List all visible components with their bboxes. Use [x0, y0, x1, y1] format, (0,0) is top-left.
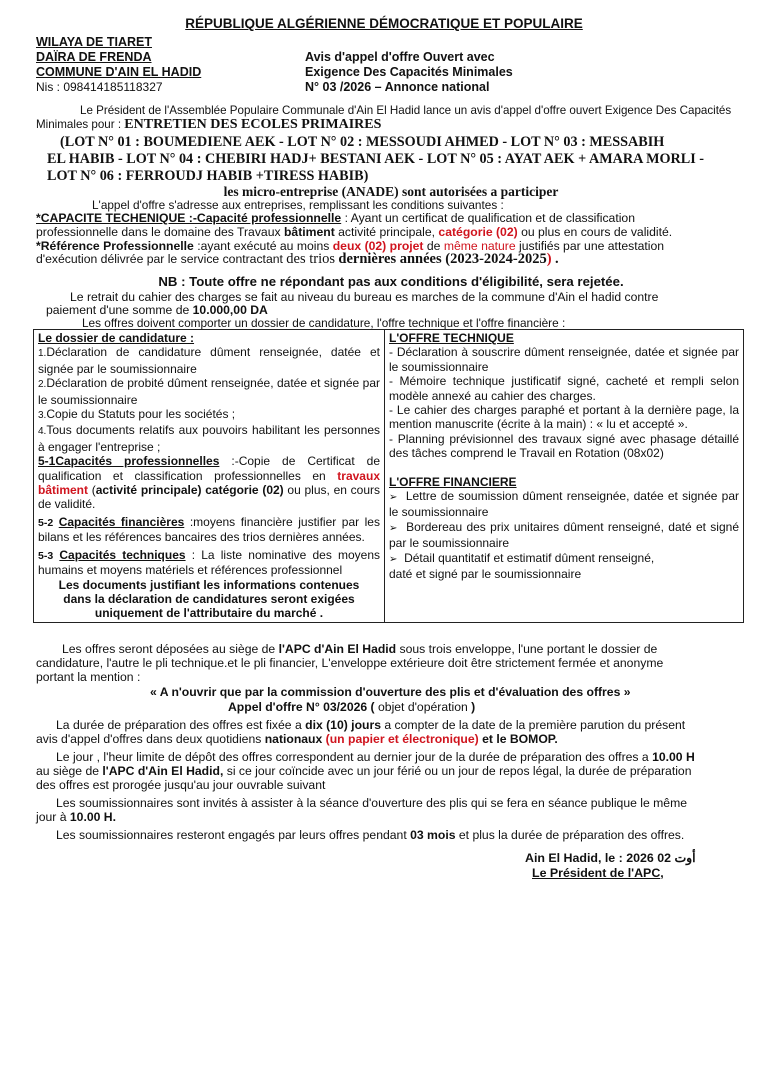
depot-mention: « A n'ouvrir que par la commission d'ouverture des plis et d'évaluation des offres » — [150, 685, 631, 699]
dossier-item-2 — [38, 376, 380, 407]
republic-title: RÉPUBLIQUE ALGÉRIENNE DÉMOCRATIQUE ET POPULAIRE — [185, 16, 583, 31]
retrait-text: paiement d'une somme de — [46, 303, 190, 317]
reference-label: *Référence Professionnelle — [36, 239, 194, 253]
retrait-line3: Les offres doivent comporter un dossier de candidature, l'offre technique et l'offre financière : — [82, 316, 566, 330]
depot-apc: l'APC d'Ain El Hadid — [278, 642, 397, 656]
commune-label: COMMUNE D'AIN EL HADID — [36, 65, 202, 79]
seance-text: jour à — [36, 810, 67, 824]
president-label: Le Président de l'APC — [532, 866, 661, 880]
dossier-item-3 — [38, 407, 380, 423]
intro-line1: Le Président de l'Assemblée Populaire Communale d'Ain El Hadid lance un avis d'appel d'offre ouvert Exigence Des Capacités — [80, 104, 732, 117]
c51-paren: ( — [91, 483, 96, 498]
documents-note: Les documents justifiant les informations contenues dans la déclaration de candidatures seront exigées uniquement de l'attributaire du marché . — [58, 577, 360, 621]
dossier-item-4 — [38, 423, 380, 454]
wilaya-label: WILAYA DE TIARET — [36, 35, 152, 49]
item-text: Copie du Statuts pour les sociétés ; — [46, 407, 236, 422]
lots-line1: (LOT N° 01 : BOUMEDIENE AEK - LOT N° 02 : MESSOUDI AHMED - LOT N° 03 : MESSABIH — [60, 134, 665, 150]
retrait-amount: 10.000,00 DA — [192, 303, 268, 317]
reference-deux-projet: deux (02) projet — [332, 239, 424, 253]
avis-line3: N° 03 /2026 – Annonce national — [305, 80, 490, 94]
reference-text-c: de — [426, 239, 441, 253]
depot-line2: candidature, l'autre le pli technique.et le pli financier, L'enveloppe extérieure doit être strictement fermée et anonyme — [36, 656, 664, 670]
lots-line2: EL HABIB - LOT N° 04 : CHEBIRI HADJ+ BESTANI AEK - LOT N° 05 : AYAT AEK + AMARA MORLI - — [47, 151, 705, 167]
capacite-line2 — [36, 225, 746, 240]
daira-label: DAÏRA DE FRENDA — [36, 50, 152, 64]
item-number: 2. — [38, 379, 47, 391]
avis-line1: Avis d'appel d'offre Ouvert avec — [305, 50, 495, 64]
reference-line2a: d'exécution délivrée par le service contractant — [36, 252, 283, 266]
arrow-icon: ➢ — [389, 492, 398, 504]
offre-technique-heading: L'OFFRE TECHNIQUE — [389, 331, 514, 345]
c51-text: :-Copie de Certificat de qualification et classification professionnelles en — [38, 454, 380, 483]
signature-place: Ain El Hadid — [525, 851, 598, 865]
offres-cell — [385, 330, 744, 623]
c53-label: Capacités techniques — [59, 547, 186, 562]
reference-years: dernières années (2023-2024-2025 — [338, 251, 547, 267]
reference-line2 — [36, 252, 746, 267]
tech-item-3: - Le cahier des charges paraphé et portant à la dernière page, la mention manuscrite (écrite à la main) : « lu et accepté ». — [389, 403, 739, 432]
item-number: 1. — [38, 348, 47, 360]
arrow-icon: ➢ — [389, 522, 398, 534]
project-name: ENTRETIEN DES ECOLES PRIMAIRES — [124, 117, 382, 132]
duree-line1 — [36, 718, 746, 733]
duree-text-a: La durée de préparation des offres est fixée a — [56, 718, 302, 732]
fin-text-3b: daté et signé par le soumissionnaire — [389, 567, 582, 582]
signature-president — [532, 866, 664, 881]
c51-activite: activité principale) catégorie (02) — [95, 483, 284, 498]
item-text: Déclaration de probité dûment renseignée, datée et signée par le soumissionnaire — [38, 376, 380, 407]
capacite-text2c: activité principale, — [338, 225, 436, 239]
duree-bomop: et le BOMOP. — [482, 732, 558, 746]
reference-meme-nature: même nature — [443, 239, 516, 253]
c53-text: : La liste nominative des moyens humains et moyens matériels et références professionnel — [38, 547, 380, 578]
c52-text: :moyens financière justifier par les bilans et les références bancaires des trios dernières années. — [38, 514, 380, 545]
fin-item-3 — [389, 551, 739, 567]
depot-text-a: Les offres seront déposées au siège de — [62, 642, 276, 656]
fin-text-1: Lettre de soumission dûment renseignée, datée et signée par le soumissionnaire — [389, 489, 739, 520]
item-number: 4. — [38, 426, 47, 438]
capacite-label: *CAPACITE TECHENIQUE :-Capacité professionnelle — [36, 211, 342, 225]
c51-travaux: travaux bâtiment — [38, 468, 380, 498]
capacite-text1: : Ayant un certificat de qualification et de classification — [344, 211, 635, 225]
capacites-professionnelles — [38, 454, 380, 512]
appel-offre-ref — [228, 700, 728, 715]
depot-line3: portant la mention : — [36, 670, 141, 684]
nis-label: Nis : 098414185118327 — [36, 80, 163, 94]
engages-text-a: Les soumissionnaires resteront engagés par leurs offres pendant — [56, 828, 407, 842]
duree-line2 — [36, 732, 746, 747]
c51-validite: ou plus, en cours de validité. — [38, 483, 380, 512]
jour-text-2a: au siège de — [36, 764, 100, 778]
duree-text-2a: avis d'appel d'offres dans deux quotidiens — [36, 732, 262, 746]
reference-text-e: justifiés par une attestation — [519, 239, 665, 253]
jour-heure: 10.00 H — [652, 750, 695, 764]
tech-item-2: - Mémoire technique justificatif signé, cacheté et rempli selon modèle annexé au cahier des charges. — [389, 374, 739, 403]
dossier-candidature-cell — [34, 330, 385, 623]
item-text: Tous documents relatifs aux pouvoirs habilitant les personnes à engager l'entreprise ; — [38, 423, 380, 454]
depot-text-c: sous trois enveloppe, l'une portant le dossier de — [399, 642, 658, 656]
duree-dix-jours: dix (10) jours — [305, 718, 381, 732]
seance-line1: Les soumissionnaires sont invités à assister à la séance d'ouverture des plis qui se fera en séance publique le même — [56, 796, 688, 810]
intro-prefix: Minimales pour : — [36, 118, 122, 131]
requirements-table — [33, 329, 744, 623]
reference-dot: . — [555, 251, 559, 267]
duree-text-c: a compter de la date de la première parution du présent — [384, 718, 686, 732]
fin-item-1 — [389, 489, 739, 520]
reference-trios: des trios — [286, 251, 336, 267]
offre-financiere-heading: L'OFFRE FINANCIERE — [389, 474, 517, 489]
anade-note: les micro-entreprise (ANADE) sont autorisées a participer — [223, 184, 559, 199]
appel-number: Appel d'offre N° 03/2026 ( — [228, 700, 375, 714]
depot-line1 — [36, 642, 746, 657]
seance-line2 — [36, 810, 746, 825]
fin-text-3: Détail quantitatif et estimatif dûment renseigné, — [404, 550, 655, 565]
dossier-heading: Le dossier de candidature : — [38, 331, 195, 345]
duree-nationaux: nationaux — [264, 732, 323, 746]
capacites-techniques — [38, 548, 380, 578]
reference-text-a: :ayant exécuté au moins — [197, 239, 330, 253]
jour-line2 — [36, 764, 746, 779]
capacite-line1 — [36, 211, 746, 226]
capacite-text2e: ou plus en cours de validité. — [521, 225, 673, 239]
jour-line3: des offres est prorogée jusqu'au jour ouvrable suivant — [36, 778, 326, 792]
duree-papier: (un papier et électronique) — [325, 732, 479, 746]
item-number: 3. — [38, 410, 47, 422]
tech-item-1: - Déclaration à souscrire dûment renseignée, datée et signée par le soumissionnaire — [389, 345, 739, 374]
tech-item-4: - Planning prévisionnel des travaux signé avec phasage détaillé des tâches comprend le Travail en Rotation (08x02) — [389, 431, 739, 461]
reference-paren: ) — [546, 251, 552, 267]
dossier-item-1 — [38, 345, 380, 376]
c51-label: 5-1Capacités professionnelles — [38, 454, 220, 469]
avis-line2: Exigence Des Capacités Minimales — [305, 65, 513, 79]
capacite-text2a: professionnelle dans le domaine des Travaux — [36, 225, 281, 239]
engages-text-c: et plus la durée de préparation des offres. — [458, 828, 685, 842]
retrait-line1: Le retrait du cahier des charges se fait au niveau du bureau es marches de la commune d'Ain el hadid contre — [70, 290, 659, 304]
jour-apc: l'APC d'Ain El Hadid, — [102, 764, 224, 778]
arrow-icon: ➢ — [389, 553, 398, 565]
engages-line — [36, 828, 746, 843]
signature-place-date — [525, 851, 696, 866]
president-comma: , — [660, 866, 664, 880]
item-text: Déclaration de candidature dûment renseignée, datée et signée par le soumissionnaire — [38, 345, 380, 376]
jour-line1 — [36, 750, 746, 765]
appel-paren: ) — [471, 700, 476, 714]
nb-note: NB : Toute offre ne répondant pas aux conditions d'éligibilité, sera rejetée. — [158, 274, 624, 289]
addressed-note: L'appel d'offre s'adresse aux entreprises, remplissant les conditions suivantes : — [92, 198, 504, 212]
capacites-financieres — [38, 515, 380, 545]
seance-heure: 10.00 H. — [69, 810, 116, 824]
engages-duree: 03 mois — [410, 828, 456, 842]
jour-text-2c: si ce jour coïncide avec un jour férié ou un jour de repos légal, la durée de préparation — [226, 764, 692, 778]
fin-text-2: Bordereau des prix unitaires dûment renseigné, daté et signé par le soumissionnaire — [389, 519, 739, 551]
jour-text-a: Le jour , l'heur limite de dépôt des offres correspondent au dernier jour de la durée de préparation des offres a — [56, 750, 649, 764]
intro-line2 — [36, 118, 746, 133]
capacite-categorie: catégorie (02) — [438, 225, 518, 239]
fin-item-2 — [389, 520, 739, 551]
c52-label: Capacités financières — [58, 514, 185, 529]
lots-line3: LOT N° 06 : FERROUDJ HABIB +TIRESS HABIB) — [47, 168, 369, 184]
appel-objet: objet d'opération — [378, 700, 468, 714]
signature-date: , le : 2026 أوت 02 — [597, 851, 696, 865]
c53-number: 5-3 — [38, 549, 54, 562]
c52-number: 5-2 — [38, 516, 54, 529]
capacite-batiment: bâtiment — [283, 225, 335, 239]
